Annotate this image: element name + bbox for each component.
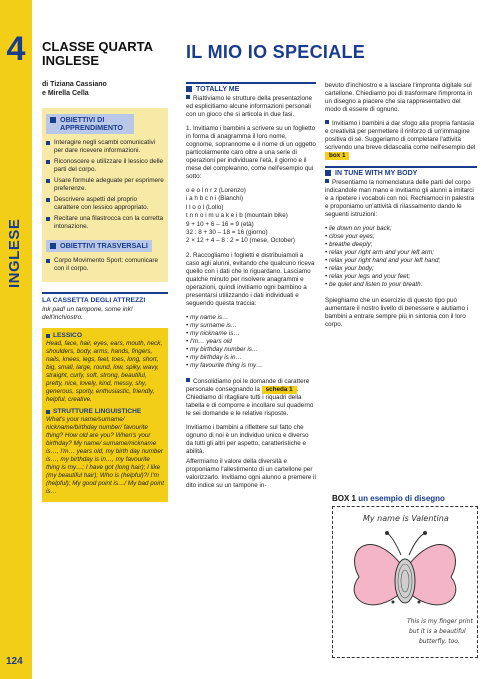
example-line: o e o l n r z (Lorenzo)	[186, 187, 246, 194]
cross-objective-item: Corpo Movimento Sport: comunicare con il corpo.	[46, 257, 164, 273]
bullet-square-icon	[186, 95, 190, 99]
section-totally-me	[186, 82, 316, 93]
paragraph: Riattiviamo le strutture della presentazione ed esplicitiamo alcune informazioni personali con un gioco che si articola in due fasi.	[186, 95, 313, 118]
instruction-item: • breathe deeply;	[325, 241, 373, 248]
paragraph: Presentiamo la nomenclatura delle parti del corpo indicandole man mano e invitiamo gli alunni a imitarci e a ripetere i vocaboli con noi. Rechiamoci in palestra e proponiamo un'attività di rilassamento dando le seguenti istruzioni:	[325, 179, 475, 218]
scheda-label: scheda 1	[262, 386, 297, 394]
example-list	[186, 187, 316, 246]
paragraph: bevuto d'inchiostro e a lasciare l'impronta digitale sul cartellone. Chiediamo poi di trasformare l'impronta in un disegno a piacere che sia rappresentativo del modo di essere di ognuno.	[325, 82, 473, 113]
box1-drawing-frame	[332, 506, 478, 658]
example-line: 2 × 12 + 4 – 8 : 2 = 10 (mese, October)	[186, 237, 296, 245]
section-title: TOTALLY ME	[196, 86, 240, 93]
objective-item: Descrivere aspetti del proprio carattere con lessico appropriato.	[46, 196, 164, 212]
cross-objectives-title: OBIETTIVI TRASVERSALI	[46, 240, 152, 252]
lexicon-title: LESSICO	[46, 332, 164, 339]
toolbox-text: Ink pad! un tampone, some ink! dell'inchiostro.	[42, 306, 133, 321]
trace-list	[186, 314, 316, 370]
structures-text: What's your name/surname/ nickname/birthday number/ favourite thing? How old are you? When's your birthday? My name/ surname/nickname is…, I'm… years old, my birth day number is…, my birthday is in…, my favourite thing is my…; I have got (long hair); I like (my beautiful hair); Who is (helpful)?/ I'm (helpful); My good point is…/ My bad point is…	[46, 416, 164, 495]
left-column	[42, 40, 168, 502]
trace-item: • my nickname is…	[186, 329, 240, 337]
section-in-tune: IN TUNE WITH MY BODY	[325, 166, 477, 177]
chapter-number: 4	[6, 30, 26, 68]
middle-column	[186, 82, 316, 496]
trace-item: • my favourite thing is my…	[186, 361, 263, 369]
paragraph: Consolidiamo poi le domande di carattere personale consegnando la scheda 1 . Chiediamo di ritagliare tutti i riquadri della tabella e di comporre e incollare sul quaderno le sei domande e le relative risposte.	[186, 377, 314, 417]
example-line: l l o o l (Lollo)	[186, 203, 224, 211]
paragraph: 1. Invitiamo i bambini a scrivere su un foglietto in forma di anagramma il loro nome, cognome, soprannome e il nome di un oggetto particolarmente caro oltre a una serie di operazioni per individuare l'età, il giorno e il mese del compleanno, come nell'esempio qui sotto:	[186, 125, 316, 180]
example-line: t n n o i m u a k e i b (mountain bike)	[186, 212, 288, 220]
instruction-item: • relax your body;	[325, 265, 374, 272]
drawing-caption-bottom-3: butterfly, too.	[419, 638, 460, 645]
trace-item: • my birthday is in…	[186, 353, 242, 361]
instruction-item: • relax your legs and your feet;	[325, 273, 411, 280]
example-line: i a h b c n i (Bianchi)	[186, 195, 244, 203]
trace-item: • my birthday number is…	[186, 345, 259, 353]
bullet-square-icon	[186, 378, 190, 382]
example-line: 32 : 8 + 30 – 18 = 16 (giorno)	[186, 229, 268, 237]
section-marker-icon	[186, 86, 192, 92]
box-label: box 1	[325, 152, 349, 160]
bullet-square-icon	[325, 179, 329, 183]
toolbox-title: LA CASSETTA DEGLI ATTREZZI	[42, 292, 168, 304]
butterfly-drawing	[333, 507, 477, 657]
right-column	[325, 82, 477, 335]
objectives-list	[46, 139, 164, 231]
objective-item: Usare formule adeguate per esprimere preferenze.	[46, 177, 164, 193]
side-subject	[2, 200, 30, 290]
instruction-item: • close your eyes;	[325, 233, 375, 240]
subject-heading: INGLESE	[42, 53, 100, 68]
page-number: 124	[6, 656, 23, 667]
side-band	[0, 0, 32, 679]
page-title: IL MIO IO SPECIALE	[186, 42, 366, 62]
trace-item: • my name is…	[186, 313, 229, 321]
box1-title: BOX 1 un esempio di disegno	[332, 494, 445, 503]
objectives-box	[42, 108, 168, 282]
authors	[42, 80, 168, 98]
drawing-caption-top: My name is Valentina	[363, 514, 449, 523]
trace-item: • I'm… years old	[186, 337, 232, 345]
lexicon-text: Head, face, hair, eyes, ears, mouth, neck, shoulders, body, arms, hands, fingers, nails, knees, legs, feet, toes, long, short, big, small, large, round, low, spiky, wavy, straight, curly, soft, strong, beautiful, pretty, nice, lovely, kind, messy, shy, generous, sporty, enthusiastic, friendly, helpful, creative.	[46, 340, 163, 403]
grade-heading: CLASSE QUARTA	[42, 39, 153, 54]
trace-item: • my surname is…	[186, 321, 238, 329]
paragraph: Invitiamo i bambini a riflettere sul fatto che ognuno di noi è un individuo unico e diverso da tutti gli altri per aspetto, caratteristiche e abilità.	[186, 423, 309, 455]
instruction-item: • be quiet and listen to your breath.	[325, 281, 423, 288]
structures-title: STRUTTURE LINGUISTICHE	[46, 408, 164, 415]
cross-objectives-list	[46, 257, 164, 273]
objective-item: Interagire negli scambi comunicativi per dare ricevere informazioni.	[46, 139, 164, 155]
objective-item: Riconoscere e utilizzare il lessico delle parti del corpo.	[46, 158, 164, 174]
bullet-square-icon	[325, 120, 329, 124]
paragraph: 2. Raccogliamo i foglietti e distribuiamoli a caso agli alunni, evitando che qualcuno riceva quello con i dati che lo riguardano. Lasciamo qualche minuto per risolvere anagrammi e operazioni, quindi invitiamo ogni bambino a presentarsi utilizzando i dati individuati e seguendo questa traccia:	[186, 251, 315, 307]
authors-line-1: di Tiziana Cassiano	[42, 81, 107, 88]
paragraph: Affermiamo il valore della diversità e proponiamo l'allestimento di un cartellone per valorizzarlo. Invitiamo ogni alunno a premere il dito indice su un tampone in-	[186, 457, 316, 489]
section-marker-icon	[325, 170, 331, 176]
paragraph: Spieghiamo che un esercizio di questo tipo può aumentare il nostro livello di benessere e aiutiamo i bambini a entrare sempre più in sintonia con il loro corpo.	[325, 297, 469, 328]
lexicon-box	[42, 328, 168, 502]
drawing-caption-bottom-1: This is my finger print	[407, 618, 473, 625]
instruction-item: • relax your right hand and your left hand;	[325, 257, 441, 264]
side-subject-label: INGLESE	[6, 218, 23, 288]
objective-item: Recitare una filastrocca con la corretta intonazione.	[46, 215, 164, 231]
example-line: 9 + 10 + 6 – 16 = 9 (età)	[186, 220, 254, 228]
instruction-list	[325, 225, 477, 289]
instruction-item: • lie down on your back;	[325, 225, 392, 232]
authors-line-2: e Mirella Cella	[42, 90, 89, 97]
instruction-item: • relax your right arm and your left arm;	[325, 249, 434, 256]
objectives-title: OBIETTIVI DI APPRENDIMENTO	[46, 114, 134, 134]
paragraph: Invitiamo i bambini a dar sfogo alla propria fantasia e creatività per permettere il rinforzo di un'immagine positiva di sé. Suggeriamo di completare l'attività scrivendo una breve didascalia come nell'esempio del box 1	[325, 120, 476, 159]
drawing-caption-bottom-2: but it is a beautiful	[409, 628, 466, 635]
